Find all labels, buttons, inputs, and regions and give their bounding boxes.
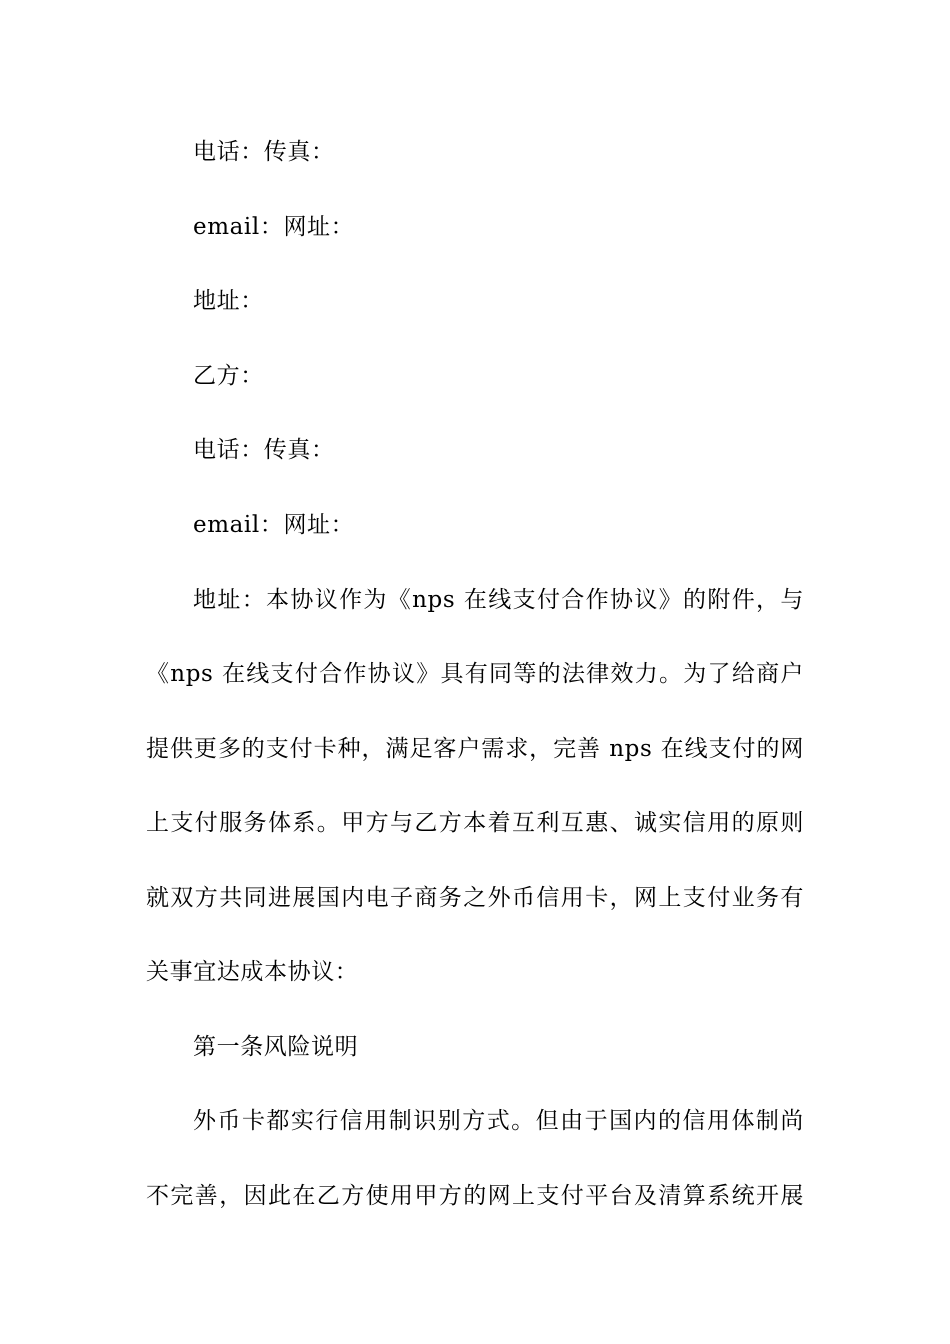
paragraph-line: 上支付服务体系。甲方与乙方本着互利互惠、诚实信用的原则 bbox=[146, 810, 804, 836]
article-one-heading: 第一条风险说明 bbox=[193, 1034, 359, 1060]
party-a-phone-fax-line: 电话：传真： bbox=[193, 139, 335, 165]
paragraph-line: 提供更多的支付卡种，满足客户需求，完善 nps 在线支付的网 bbox=[146, 736, 804, 762]
paragraph-line: 外币卡都实行信用制识别方式。但由于国内的信用体制尚 bbox=[193, 1108, 804, 1134]
paragraph-line: 《nps 在线支付合作协议》具有同等的法律效力。为了给商户 bbox=[146, 661, 804, 687]
paragraph-line: 不完善，因此在乙方使用甲方的网上支付平台及清算系统开展 bbox=[146, 1183, 804, 1209]
paragraph-line: 就双方共同进展国内电子商务之外币信用卡，网上支付业务有 bbox=[146, 885, 804, 911]
party-a-address-line: 地址： bbox=[193, 288, 264, 314]
paragraph-line: 地址：本协议作为《nps 在线支付合作协议》的附件，与 bbox=[193, 587, 804, 613]
party-b-email-website-line: email：网址： bbox=[193, 512, 355, 538]
party-b-phone-fax-line: 电话：传真： bbox=[193, 437, 335, 463]
paragraph-line: 关事宜达成本协议： bbox=[146, 959, 359, 985]
party-b-line: 乙方： bbox=[193, 363, 264, 389]
party-a-email-website-line: email：网址： bbox=[193, 214, 355, 240]
